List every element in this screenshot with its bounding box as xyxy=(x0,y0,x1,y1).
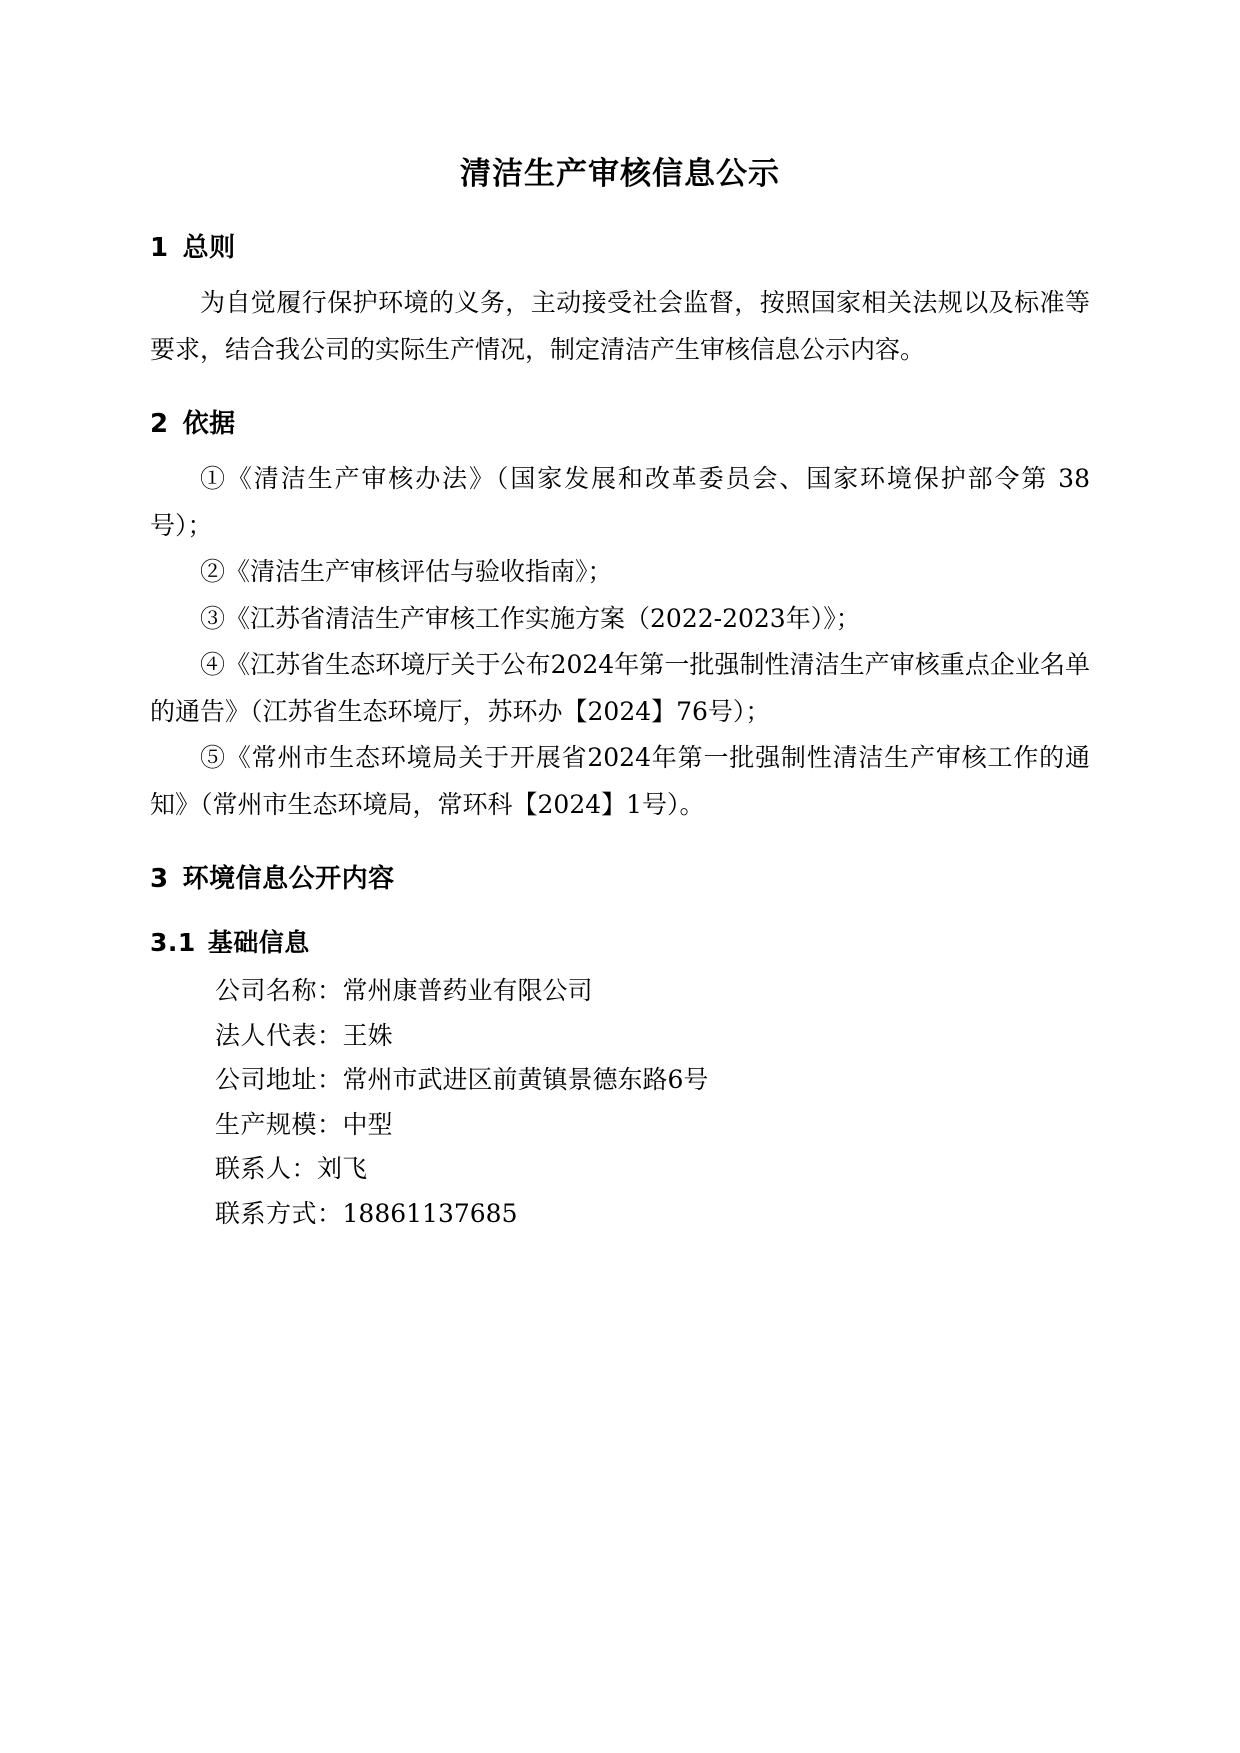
field-label-company-address: 公司地址： xyxy=(215,1065,343,1094)
subsection-title-3-1: 基础信息 xyxy=(207,928,310,957)
field-label-production-scale: 生产规模： xyxy=(215,1109,343,1139)
field-value-company-address: 常州市武进区前黄镇景德东路6号 xyxy=(342,1065,709,1094)
list-item xyxy=(150,1192,1090,1237)
section-number-1: 1 xyxy=(150,233,169,263)
section-heading-1 xyxy=(150,227,1090,264)
basis-item-3: ③《江苏省清洁生产审核工作实施方案（2022-2023年）》； xyxy=(200,603,861,633)
section-1-paragraph: 为自觉履行保护环境的义务，主动接受社会监督，按照国家相关法规以及标准等要求，结合我公司的实际生产情况，制定清洁产生审核信息公示内容。 xyxy=(150,288,1090,364)
section-number-3: 3 xyxy=(150,864,169,894)
field-label-legal-representative: 法人代表： xyxy=(215,1020,343,1050)
basis-item-1: ①《清洁生产审核办法》（国家发展和改革委员会、国家环境保护部令第 38 号）； xyxy=(150,464,1090,540)
list-item xyxy=(150,1103,1090,1148)
section-heading-2 xyxy=(150,403,1090,440)
field-value-contact-phone: 18861137685 xyxy=(342,1198,518,1228)
list-item xyxy=(150,1058,1090,1103)
section-heading-3 xyxy=(150,858,1090,895)
field-label-contact-phone: 联系方式： xyxy=(215,1198,343,1228)
field-label-company-name: 公司名称： xyxy=(215,976,343,1005)
field-value-company-name: 常州康普药业有限公司 xyxy=(342,976,593,1005)
basis-item-5: ⑤《常州市生态环境局关于开展省2024年第一批强制性清洁生产审核工作的通知》（常州市生态环境局，常环科【2024】1号）。 xyxy=(150,743,1090,819)
basis-item-2: ②《清洁生产审核评估与验收指南》； xyxy=(200,557,613,586)
basic-info-list xyxy=(150,969,1090,1236)
subsection-heading-3-1 xyxy=(150,923,1090,959)
section-title-1: 总则 xyxy=(182,233,236,263)
field-value-legal-representative: 王姝 xyxy=(342,1020,393,1050)
basis-item-4: ④《江苏省生态环境厅关于公布2024年第一批强制性清洁生产审核重点企业名单的通告》（江苏省生态环境厅，苏环办【2024】76号）； xyxy=(150,650,1090,726)
page-title: 清洁生产审核信息公示 xyxy=(460,156,780,192)
section-number-2: 2 xyxy=(150,409,169,439)
list-item xyxy=(150,969,1090,1014)
section-title-3: 环境信息公开内容 xyxy=(182,864,395,894)
field-value-production-scale: 中型 xyxy=(342,1109,393,1139)
list-item xyxy=(150,1014,1090,1059)
field-label-contact-person: 联系人： xyxy=(215,1154,318,1183)
subsection-number-3-1: 3.1 xyxy=(150,928,196,957)
list-item xyxy=(150,1147,1090,1192)
section-title-2: 依据 xyxy=(182,409,236,439)
field-value-contact-person: 刘飞 xyxy=(317,1154,368,1183)
